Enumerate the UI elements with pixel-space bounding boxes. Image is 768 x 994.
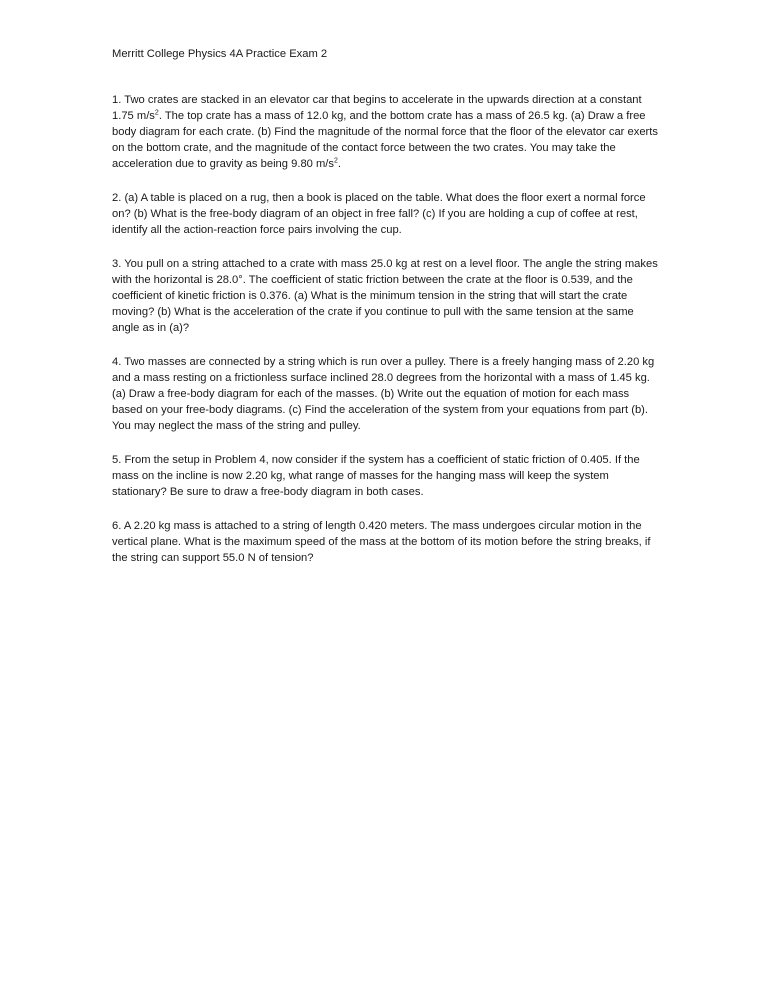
problem-1-text-b: . The top crate has a mass of 12.0 kg, and the bottom crate has a mass of 26.5 kg. (a) Draw a free body diagram for each crate. (b) Find the magnitude of the normal force that the floor of the elevator car exerts on the bottom crate, and the magnitude of the contact force between the two crates. You may take the acceleration due to gravity as being 9.80 m/s	[112, 110, 658, 170]
problem-1-text-a: 1. Two crates are stacked in an elevator car that begins to accelerate in the upwards direction at a constant 1.75 m/s	[112, 94, 642, 122]
problem-3: 3. You pull on a string attached to a crate with mass 25.0 kg at rest on a level floor. The angle the string makes with the horizontal is 28.0°. The coefficient of static friction between the crate at the floor is 0.539, and the coefficient of kinetic friction is 0.376. (a) What is the minimum tension in the string that will start the crate moving? (b) What is the acceleration of the crate if you continue to pull with the same tension at the same angle as in (a)?	[112, 258, 658, 334]
problem-2: 2. (a) A table is placed on a rug, then a book is placed on the table. What does the floor exert a normal force on? (b) What is the free-body diagram of an object in free fall? (c) If you are holding a cup of coffee at rest, identify all the action-reaction force pairs involving the cup.	[112, 192, 646, 236]
problem-1-exponent-b: 2	[334, 157, 338, 165]
problem-list	[112, 92, 660, 584]
problem-6: 6. A 2.20 kg mass is attached to a string of length 0.420 meters. The mass undergoes circular motion in the vertical plane. What is the maximum speed of the mass at the bottom of its motion before the string breaks, if the string can support 55.0 N of tension?	[112, 520, 651, 564]
problem-1-text-c: .	[337, 158, 342, 170]
problem-5: 5. From the setup in Problem 4, now consider if the system has a coefficient of static friction of 0.405. If the mass on the incline is now 2.20 kg, what range of masses for the hanging mass will keep the system stationary? Be sure to draw a free-body diagram in both cases.	[112, 454, 640, 498]
problem-1-exponent-a: 2	[154, 109, 159, 117]
problem-1	[112, 92, 660, 172]
page-header: Merritt College Physics 4A Practice Exam 2	[112, 48, 328, 60]
problem-4: 4. Two masses are connected by a string which is run over a pulley. There is a freely hanging mass of 2.20 kg and a mass resting on a frictionless surface inclined 28.0 degrees from the horizontal with a mass of 1.45 kg. (a) Draw a free-body diagram for each of the masses. (b) Write out the equation of motion for each mass based on your free-body diagrams. (c) Find the acceleration of the system from your equations from part (b). You may neglect the mass of the string and pulley.	[112, 356, 655, 432]
